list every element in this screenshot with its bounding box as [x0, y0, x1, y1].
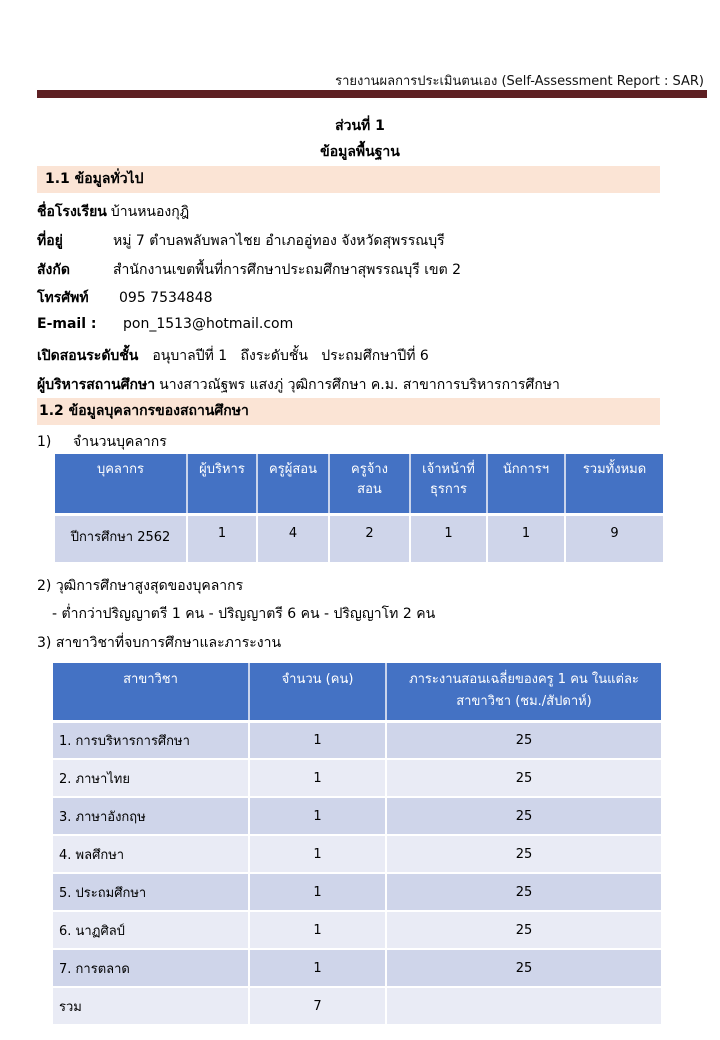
- info-value: 095 7534848: [119, 290, 213, 306]
- table-row: [53, 873, 661, 911]
- table-cell: 1: [249, 949, 386, 987]
- table-header-cell: ครูจ้าง สอน: [329, 454, 410, 514]
- info-row-school-name: [37, 201, 189, 223]
- table-row: [55, 514, 663, 562]
- info-label: ที่อยู่: [37, 233, 63, 249]
- table-cell: 25: [386, 759, 661, 797]
- table-header-cell: เจ้าหน้าที่ ธุรการ: [410, 454, 487, 514]
- info-label: ผู้บริหารสถานศึกษา: [37, 377, 156, 393]
- table-header-cell: จำนวน (คน): [249, 663, 386, 721]
- info-row-address: [37, 230, 445, 252]
- table-header-row: [53, 663, 661, 721]
- info-value: นางสาวณัฐพร แสงภู่ วุฒิการศึกษา ค.ม. สาขาการบริหารการศึกษา: [159, 377, 560, 393]
- table-cell: 25: [386, 911, 661, 949]
- table-cell: 25: [386, 835, 661, 873]
- table-cell: 25: [386, 797, 661, 835]
- table-cell: 25: [386, 949, 661, 987]
- table-header-cell: ภาระงานสอนเฉลี่ยของครู 1 คน ในแต่ละ สาขาวิชา (ชม./สัปดาห์): [386, 663, 661, 721]
- info-label: เปิดสอนระดับชั้น: [37, 348, 139, 364]
- table-cell: 1: [249, 721, 386, 759]
- table-cell: 1: [187, 514, 257, 562]
- staff-count-table: [55, 454, 663, 562]
- table-cell: ปีการศึกษา 2562: [55, 514, 187, 562]
- table-cell: 25: [386, 721, 661, 759]
- info-value: บ้านหนองกุฎิ: [110, 204, 190, 220]
- table-cell: [386, 987, 661, 1025]
- table-cell: 4. พลศึกษา: [53, 835, 249, 873]
- table-cell: 9: [565, 514, 663, 562]
- table-row: [53, 759, 661, 797]
- info-label: E-mail :: [37, 316, 97, 332]
- table-cell: 1: [249, 759, 386, 797]
- table-cell: 1: [410, 514, 487, 562]
- table-cell: 1. การบริหารการศึกษา: [53, 721, 249, 759]
- info-value: สำนักงานเขตพื้นที่การศึกษาประถมศึกษาสุพรรณบุรี เขต 2: [113, 262, 462, 278]
- table-cell: 2: [329, 514, 410, 562]
- table-cell: 6. นาฏศิลป์: [53, 911, 249, 949]
- info-row-administrator: [37, 374, 560, 396]
- table-header-cell: นักการฯ: [487, 454, 565, 514]
- table-cell: 4: [257, 514, 329, 562]
- table-row: [53, 835, 661, 873]
- info-row-email: [37, 316, 293, 332]
- table-row: [53, 721, 661, 759]
- table-row: [53, 987, 661, 1025]
- info-value: อนุบาลปีที่ 1 ถึงระดับชั้น ประถมศึกษาปีที่ 6: [152, 348, 429, 364]
- table-row: [53, 911, 661, 949]
- item-majors-workload: 3) สาขาวิชาที่จบการศึกษาและภาระงาน: [37, 635, 282, 651]
- table-cell: 1: [249, 873, 386, 911]
- table-cell: 3. ภาษาอังกฤษ: [53, 797, 249, 835]
- part-title: ส่วนที่ 1: [335, 118, 385, 134]
- table-cell: 1: [249, 911, 386, 949]
- table-row: [53, 797, 661, 835]
- info-row-phone: [37, 287, 213, 309]
- info-row-affiliation: [37, 259, 461, 281]
- table-cell: 25: [386, 873, 661, 911]
- part-subtitle: ข้อมูลพื้นฐาน: [320, 144, 400, 160]
- table-header-row: [55, 454, 663, 514]
- table-cell: 1: [487, 514, 565, 562]
- table-row: [53, 949, 661, 987]
- section-heading-general-info: 1.1 ข้อมูลทั่วไป: [37, 166, 660, 193]
- table-cell: 5. ประถมศึกษา: [53, 873, 249, 911]
- table-header-cell: รวมทั้งหมด: [565, 454, 663, 514]
- table-header-cell: ครูผู้สอน: [257, 454, 329, 514]
- item-qualifications: 2) วุฒิการศึกษาสูงสุดของบุคลากร: [37, 578, 244, 594]
- info-value: หมู่ 7 ตำบลพลับพลาไชย อำเภออู่ทอง จังหวัดสุพรรณบุรี: [113, 233, 445, 249]
- item-number: 1): [37, 434, 52, 450]
- info-label: โทรศัพท์: [37, 290, 89, 306]
- section-heading-personnel: 1.2 ข้อมูลบุคลากรของสถานศึกษา: [37, 398, 660, 425]
- majors-workload-table: [53, 663, 661, 1026]
- table-cell: รวม: [53, 987, 249, 1025]
- table-header-cell: ผู้บริหาร: [187, 454, 257, 514]
- table-cell: 7: [249, 987, 386, 1025]
- info-row-grade-levels: [37, 345, 429, 367]
- table-cell: 7. การตลาด: [53, 949, 249, 987]
- item-text: จำนวนบุคลากร: [73, 434, 167, 450]
- header-rule-divider: [37, 90, 707, 98]
- item-qualifications-detail: - ต่ำกว่าปริญญาตรี 1 คน - ปริญญาตรี 6 คน - ปริญญาโท 2 คน: [52, 606, 436, 622]
- table-cell: 1: [249, 835, 386, 873]
- email-link[interactable]: pon_1513@hotmail.com: [123, 316, 294, 332]
- table-cell: 2. ภาษาไทย: [53, 759, 249, 797]
- info-label: ชื่อโรงเรียน: [37, 204, 107, 220]
- item-staff-count: [37, 431, 167, 453]
- table-header-cell: บุคลากร: [55, 454, 187, 514]
- table-cell: 1: [249, 797, 386, 835]
- table-header-cell: สาขาวิชา: [53, 663, 249, 721]
- report-header-title: รายงานผลการประเมินตนเอง (Self-Assessment Report : SAR): [335, 74, 704, 89]
- info-label: สังกัด: [37, 262, 70, 278]
